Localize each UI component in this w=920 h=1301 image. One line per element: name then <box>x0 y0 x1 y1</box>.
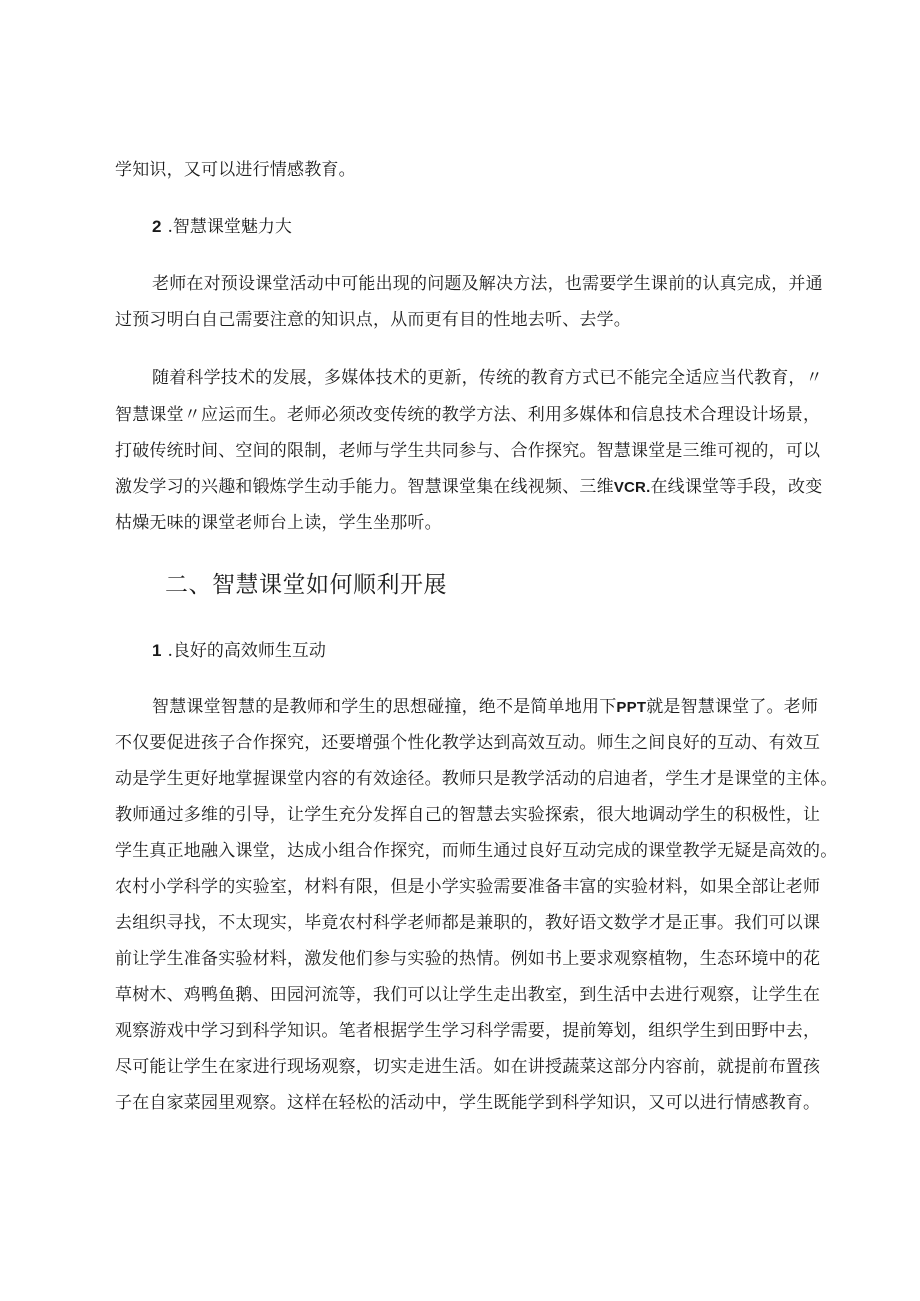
paragraph-line: 不仅要促进孩子合作探究，还要增强个性化教学达到高效互动。师生之间良好的互动、有效互 <box>115 733 821 753</box>
text-run: 在线课堂等手段，改变 <box>650 477 823 497</box>
paragraph-line: 农村小学科学的实验室，材料有限，但是小学实验需要准备丰富的实验材料，如果全部让老师 <box>115 877 821 897</box>
item-title: .良好的高效师生互动 <box>167 641 326 661</box>
paragraph-line: 草树木、鸡鸭鱼鹅、田园河流等，我们可以让学生走出教室，到生活中去进行观察，让学生在 <box>115 985 821 1005</box>
item-number: 1 <box>152 641 162 660</box>
paragraph-line: 前让学生准备实验材料，激发他们参与实验的热情。例如书上要求观察植物，生态环境中的花 <box>115 949 821 969</box>
paragraph-line: 枯燥无味的课堂老师台上读，学生坐那听。 <box>115 513 442 533</box>
text-run: 智慧课堂智慧的是教师和学生的思想碰撞，绝不是简单地用下 <box>152 697 617 717</box>
paragraph-line: 智慧课堂〃应运而生。老师必须改变传统的教学方法、利用多媒体和信息技术合理设计场景， <box>115 405 821 425</box>
paragraph-line: 去组织寻找，不太现实，毕竟农村科学老师都是兼职的，教好语文数学才是正事。我们可以课 <box>115 913 821 933</box>
item-title: .智慧课堂魅力大 <box>167 217 292 237</box>
paragraph-line <box>115 477 823 498</box>
item-heading-1 <box>152 641 326 661</box>
top-fragment-line: 学知识，又可以进行情感教育。 <box>115 160 356 180</box>
paragraph-line: 教师通过多维的引导，让学生充分发挥自己的智慧去实验探索，很大地调动学生的积极性，让 <box>115 805 821 825</box>
paragraph-line: 打破传统时间、空间的限制，老师与学生共同参与、合作探究。智慧课堂是三维可视的，可以 <box>115 441 821 461</box>
item-number: 2 <box>152 217 162 236</box>
section-heading: 二、智慧课堂如何顺利开展 <box>165 572 447 598</box>
text-run: 就是智慧课堂了。老师 <box>646 697 819 717</box>
paragraph-line: 尽可能让学生在家进行现场观察，切实走进生活。如在讲授蔬菜这部分内容前，就提前布置孩 <box>115 1057 821 1077</box>
paragraph-line: 观察游戏中学习到科学知识。笔者根据学生学习科学需要，提前筹划，组织学生到田野中去， <box>115 1021 821 1041</box>
paragraph-line: 动是学生更好地掌握课堂内容的有效途径。教师只是教学活动的启迪者，学生才是课堂的主体。 <box>115 769 838 789</box>
latin-term: PPT <box>616 699 647 716</box>
text-run: 激发学习的兴趣和锻炼学生动手能力。智慧课堂集在线视频、三维 <box>115 477 614 497</box>
paragraph-line: 子在自家菜园里观察。这样在轻松的活动中，学生既能学到科学知识，又可以进行情感教育。 <box>115 1093 821 1113</box>
paragraph-line: 学生真正地融入课堂，达成小组合作探究，而师生通过良好互动完成的课堂教学无疑是高效的。 <box>115 841 838 861</box>
latin-term: VCR. <box>613 479 651 496</box>
paragraph-line: 老师在对预设课堂活动中可能出现的问题及解决方法，也需要学生课前的认真完成，并通 <box>152 274 823 294</box>
paragraph-line: 过预习明白自己需要注意的知识点，从而更有目的性地去听、去学。 <box>115 310 631 330</box>
paragraph-line: 随着科学技术的发展，多媒体技术的更新，传统的教育方式已不能完全适应当代教育，〃 <box>152 368 823 388</box>
item-heading-2 <box>152 217 292 237</box>
paragraph-line <box>152 697 819 718</box>
